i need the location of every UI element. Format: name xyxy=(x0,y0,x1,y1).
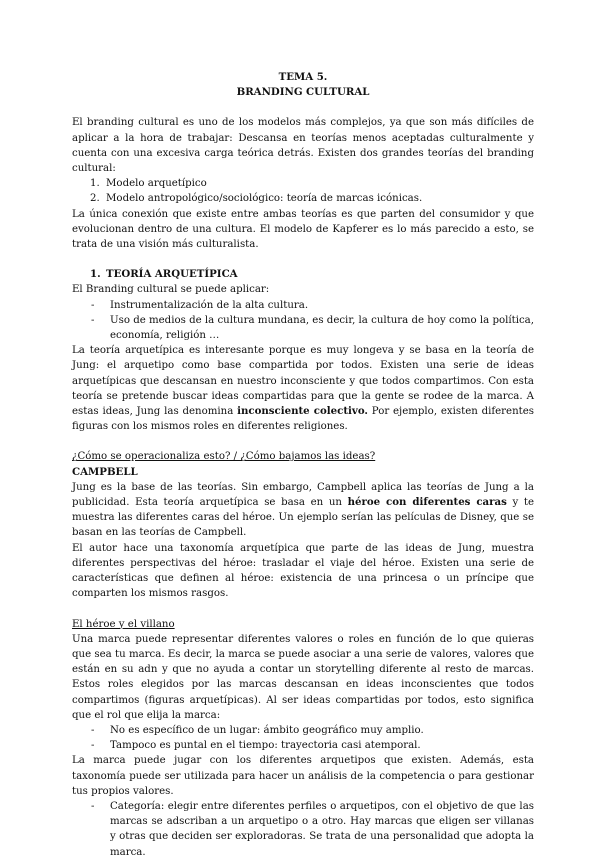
section1-paragraph xyxy=(72,343,534,434)
dash-marker: - xyxy=(91,800,95,812)
section3-bullets xyxy=(72,723,534,753)
list-item xyxy=(72,723,534,738)
section-number: 1. xyxy=(90,268,101,281)
list-item-text: Uso de medios de la cultura mundana, es decir, la cultura de hoy como la política, economía, religión … xyxy=(110,314,534,342)
list-number: 1. xyxy=(90,178,100,190)
section1-bullets xyxy=(72,298,534,344)
section-heading-teoria-arquetipica xyxy=(72,267,534,282)
text-run: Por ejemplo, existen diferentes figuras con los mismos roles en diferentes religiones. xyxy=(72,406,534,433)
intro-numbered-list xyxy=(72,176,534,206)
section-heading-text: TEORÍA ARQUETÍPICA xyxy=(106,268,238,281)
list-item xyxy=(72,176,534,191)
text-run: y te muestra las diferentes caras del héroe. Un ejemplo serían las películas de Disney, que se basan en las teorías de Campbell. xyxy=(72,497,535,539)
section3-heading: El héroe y el villano xyxy=(72,618,175,630)
dash-marker: - xyxy=(91,314,95,326)
document-title xyxy=(72,70,534,100)
text-run: La teoría arquetípica es interesante porque es muy longeva y se basa en la teoría de Jung: el arquetipo como base compartida por todos. Existen una serie de ideas arquetípicas que descansan en nuestro inconsciente y que todos compartimos. Con esta teoría se pretende buscar ideas compartidas para que la gente se rodee de la marca. A estas ideas, Jung las denomina xyxy=(72,345,534,418)
dash-marker: - xyxy=(91,724,95,736)
list-item-text: Modelo antropológico/sociológico: teoría de marcas icónicas. xyxy=(106,193,423,205)
list-number: 2. xyxy=(90,193,100,205)
section3-paragraph-1: Una marca puede representar diferentes valores o roles en función de lo que quieras que sea tu marca. Es decir, la marca se puede asociar a una serie de valores, valores que están en su adn y que no ayuda a contar un storytelling diferente al resto de marcas. Estos roles elegidos por las marcas descansan en ideas inconscientes que todos compartimos (figuras arquetípicas). Al ser ideas compartidas por todos, esto significa que el rol que elija la marca: xyxy=(72,633,534,721)
document-page xyxy=(72,70,534,860)
intro-paragraph-2: La única conexión que existe entre ambas teorías es que parten del consumidor y que evolucionan dentro de una cultura. El modelo de Kapferer es lo más parecido a esto, se trata de una visión más culturalista. xyxy=(72,208,534,251)
section3-paragraph-2: La marca puede jugar con los diferentes arquetipos que existen. Además, esta taxonomía puede ser utilizada para hacer un análisis de la competencia o para gestionar tus propios valores. xyxy=(72,755,534,797)
list-item-text: No es específico de un lugar: ámbito geográfico muy amplio. xyxy=(110,724,424,736)
bold-term: inconsciente colectivo. xyxy=(237,405,368,418)
section1-lead: El Branding cultural se puede aplicar: xyxy=(72,284,270,296)
list-item xyxy=(72,738,534,753)
section2-paragraph-1 xyxy=(72,480,534,541)
dash-marker: - xyxy=(91,740,95,752)
section3-bullets-2 xyxy=(72,799,534,860)
dash-marker: - xyxy=(91,299,95,311)
title-line-1: TEMA 5. xyxy=(278,71,328,83)
list-item-text: Tampoco es puntal en el tiempo: trayectoria casi atemporal. xyxy=(110,740,421,752)
bold-term: héroe con diferentes caras xyxy=(347,496,507,509)
list-item-text: Instrumentalización de la alta cultura. xyxy=(110,299,309,311)
text-run: Jung es la base de las teorías. Sin embargo, Campbell aplica las teorías de Jung a la publicidad. Esta teoría arquetípica se basa en un xyxy=(72,481,534,509)
intro-paragraph-1: El branding cultural es uno de los modelos más complejos, ya que son más difíciles de aplicar a la hora de trabajar: Descansa en teorías menos aceptadas culturalmente y cuenta con una excesiva carga teórica detrás. Existen dos grandes teorías del branding cultural: xyxy=(72,117,534,175)
list-item-text: Modelo arquetípico xyxy=(106,178,207,190)
list-item xyxy=(72,191,534,206)
list-item xyxy=(72,298,534,313)
section2-question: ¿Cómo se operacionaliza esto? / ¿Cómo bajamos las ideas? xyxy=(72,451,376,463)
list-item xyxy=(72,313,534,343)
section2-author-heading: CAMPBELL xyxy=(72,465,138,478)
list-item-text: Categoría: elegir entre diferentes perfiles o arquetipos, con el objetivo de que las marcas se adscriban a un arquetipo o a otro. Hay marcas que eligen ser villanas y otras que deciden ser exploradoras. Se trata de una personalidad que adopta la marca. xyxy=(110,800,534,858)
section2-paragraph-2: El autor hace una taxonomía arquetípica que parte de las ideas de Jung, muestra diferentes perspectivas del héroe: trasladar el viaje del héroe. Existen una serie de características que definen al héroe: existencia de una princesa o un príncipe que comparten los mismos rasgos. xyxy=(72,542,534,600)
list-item xyxy=(72,799,534,860)
title-line-2: BRANDING CULTURAL xyxy=(236,86,370,99)
